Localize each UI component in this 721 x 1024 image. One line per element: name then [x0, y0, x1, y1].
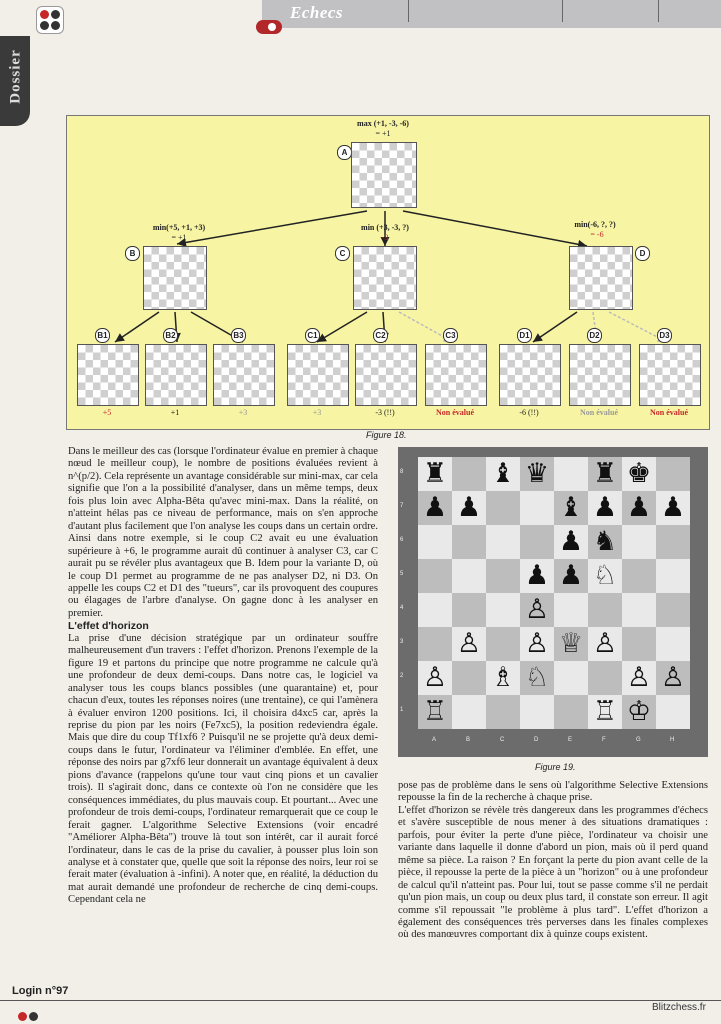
node-b-expression: min(+5, +1, +3)	[152, 223, 206, 232]
board-square	[452, 593, 486, 627]
tree-edge	[115, 312, 159, 342]
chess-piece-square: ♜	[418, 457, 452, 491]
leaf-board	[77, 344, 139, 406]
leaf-board	[213, 344, 275, 406]
leaf-board	[355, 344, 417, 406]
board-square	[520, 525, 554, 559]
section-title: Echecs	[290, 3, 344, 22]
board-square	[622, 525, 656, 559]
file-label: B	[466, 737, 471, 743]
chess-piece-square: ♟	[588, 491, 622, 525]
figure-19-caption: Figure 19.	[535, 762, 576, 772]
leaf-marker: C2	[373, 328, 388, 343]
board-square	[452, 695, 486, 729]
leaf-marker: B1	[95, 328, 110, 343]
chess-piece-square: ♗	[486, 661, 520, 695]
chess-piece-square: ♙	[520, 593, 554, 627]
chess-piece-square: ♕	[554, 627, 588, 661]
file-label: F	[602, 737, 606, 743]
side-tab-label: Dossier	[7, 49, 24, 104]
board-square	[418, 593, 452, 627]
node-b-marker: B	[125, 246, 140, 261]
file-label: C	[500, 737, 505, 743]
rank-labels	[400, 457, 414, 729]
leaf-board	[499, 344, 561, 406]
file-label: E	[568, 737, 573, 743]
leaf-value: +5	[102, 408, 112, 417]
tree-edge	[317, 312, 367, 342]
chess-piece-square: ♟	[520, 559, 554, 593]
chess-piece-square: ♖	[418, 695, 452, 729]
chess-piece-square: ♟	[656, 491, 690, 525]
page-header	[0, 0, 721, 36]
chessboard	[418, 457, 690, 729]
rank-label: 6	[400, 537, 404, 543]
rank-label: 5	[400, 571, 404, 577]
leaf-marker: D1	[517, 328, 532, 343]
board-square	[554, 457, 588, 491]
board-square	[486, 525, 520, 559]
leaf-marker: D2	[587, 328, 602, 343]
chess-piece-square: ♟	[554, 525, 588, 559]
chess-piece-square: ♝	[554, 491, 588, 525]
chess-piece-square: ♔	[622, 695, 656, 729]
node-a-marker: A	[337, 145, 352, 160]
chess-piece-square: ♙	[622, 661, 656, 695]
board-square	[418, 559, 452, 593]
board-square	[554, 695, 588, 729]
leaf-value: +1	[170, 408, 180, 417]
logo-dots-icon	[36, 6, 64, 34]
rank-label: 4	[400, 605, 404, 611]
node-d-value: = -6	[590, 230, 604, 239]
rank-label: 7	[400, 503, 404, 509]
footer-logo-icon	[14, 1010, 54, 1024]
file-label: D	[534, 737, 539, 743]
header-divider	[562, 0, 563, 22]
watermark: Blitzchess.fr	[652, 1002, 706, 1013]
chess-piece-square: ♙	[520, 627, 554, 661]
leaf-value: Non évalué	[436, 408, 474, 417]
board-square	[486, 593, 520, 627]
chess-piece-square: ♙	[452, 627, 486, 661]
board-square	[452, 559, 486, 593]
board-square	[554, 661, 588, 695]
board-square	[452, 661, 486, 695]
board-square	[418, 627, 452, 661]
rank-label: 2	[400, 673, 404, 679]
board-square	[554, 593, 588, 627]
chess-piece-square: ♟	[554, 559, 588, 593]
search-tree-figure	[66, 115, 710, 430]
chess-piece-square: ♜	[588, 457, 622, 491]
chess-piece-square: ♘	[520, 661, 554, 695]
leaf-value: Non évalué	[580, 408, 618, 417]
board-square	[486, 559, 520, 593]
board-square	[656, 559, 690, 593]
header-divider	[658, 0, 659, 22]
node-d-expression: min(-6, ?, ?)	[574, 220, 616, 229]
root-expression: max (+1, -3, -6)	[357, 119, 409, 128]
left-column	[68, 446, 378, 907]
board-square	[656, 627, 690, 661]
root-value: = +1	[375, 129, 391, 138]
board-square	[588, 593, 622, 627]
rank-label: 8	[400, 469, 404, 475]
chess-piece-square: ♙	[656, 661, 690, 695]
tree-edge	[533, 312, 577, 342]
board-square	[520, 695, 554, 729]
leaf-value: +3	[238, 408, 248, 417]
chess-piece-square: ♚	[622, 457, 656, 491]
chess-piece-square: ♟	[622, 491, 656, 525]
board-square	[656, 457, 690, 491]
leaf-marker: D3	[657, 328, 672, 343]
board-square	[452, 457, 486, 491]
paragraph: Dans le meilleur des cas (lorsque l'ordinateur évalue en premier à chaque nœud le meilleur coup), le nombre de positions évaluées revient à n^(p/2). Cela représente un avantage considérable sur mini-max, car cela signifie que l'on a la possibilité d'analyser, dans un même temps, deux fois plus loin avec Alpha-Bêta qu'avec mini-max. Dans la réalité, on n'atteint hélas pas ce niveau de performance, mais on s'en approche d'autant plus facilement que l'on analyse les coups dans un certain ordre. Ainsi dans notre exemple, si le coup C2 avait eu une évaluation supérieure à +6, le programme aurait dû continuer à analyser C3, car C aurait pu se révéler plus avantageux que B. Idem pour la variante D, où le coup D1 permet au programme de ne pas analyser D2, ni D3. On appelle les coups C2 et D1 des "tueurs", car ils provoquent des coupures ou élagages de l'arbre d'analyse. On gagne donc à les analyser en premier.	[68, 446, 378, 619]
chess-piece-square: ♖	[588, 695, 622, 729]
right-column	[398, 780, 708, 942]
node-c-expression: min (+3, -3, ?)	[361, 223, 409, 232]
leaf-board	[569, 344, 631, 406]
chess-piece-square: ♙	[418, 661, 452, 695]
leaf-value: +3	[312, 408, 322, 417]
rank-label: 1	[400, 707, 404, 713]
board-square	[622, 627, 656, 661]
node-b-value: = +1	[171, 233, 187, 242]
rank-label: 3	[400, 639, 404, 645]
figure-18-caption: Figure 18.	[366, 430, 407, 440]
node-c-marker: C	[335, 246, 350, 261]
leaf-board	[287, 344, 349, 406]
leaf-value: -3 (!!)	[375, 408, 395, 417]
header-toggle-icon	[256, 20, 282, 34]
board-square	[656, 525, 690, 559]
board-square	[418, 525, 452, 559]
board-square	[486, 491, 520, 525]
header-divider	[408, 0, 409, 22]
leaf-board	[145, 344, 207, 406]
issue-label: Login n°97	[12, 985, 69, 997]
leaf-board	[425, 344, 487, 406]
node-c-value: -3	[381, 233, 389, 242]
paragraph: pose pas de problème dans le sens où l'algorithme Selective Extensions repousse la fin de la recherche à chaque prise.	[398, 780, 708, 804]
board-square	[656, 695, 690, 729]
leaf-value: -6 (!!)	[519, 408, 539, 417]
node-d-board	[569, 246, 633, 310]
footer-rule	[0, 1000, 721, 1001]
leaf-marker: C1	[305, 328, 320, 343]
chess-piece-square: ♟	[418, 491, 452, 525]
board-square	[622, 593, 656, 627]
section-heading: L'effet d'horizon	[68, 620, 149, 633]
paragraph: La prise d'une décision stratégique par un ordinateur souffre malheureusement d'un travers : l'effet d'horizon. Prenons l'exemple de la figure 19 et partons du principe que notre programme ne calcule qu'à une profondeur de deux demi-coups. Dans notre cas, le logiciel va analyser tous les coups blancs possibles (une quarantaine) et, pour chacun d'eux, toutes les réponses noires (une trentaine), ce qui l'amènera à évaluer environ 1200 positions. Ici, il choisira d4xc5 car, après la reprise du pion par les noirs (Fe7xc5), la position redeviendra égale. Mais que dire du coup Tf1xf6 ? Puisqu'il ne se projette qu'à deux demi-coups dans le futur, l'ordinateur va l'éliminer d'emblée. En effet, une réponse des noirs par g7xf6 leur donnerait un avantage équivalent à deux pions d'avance (rappelons qu'une tour vaut cinq pions et un cavalier trois). Il s'agirait donc, dans ce contexte où l'on ne considère que les conséquences immédiates, du plus mauvais coup. Et pourtant... Avec une profondeur de trois demi-coups, l'ordinateur remarquerait que ce coup le ferait gagner. L'algorithme Selective Extensions (voir encadré "Améliorer Alpha-Bêta") trouve là tout son intérêt, car il aurait forcé l'ordinateur, dans le cas de la prise du cavalier, à pousser plus loin son analyse et à constater que, quelle que soit la réponse des noirs, leur roi se ferait mater (évaluation à -infini). A noter que, en réalité, la déduction du mat aurait demandé une profondeur de recherche de cinq demi-coups. Cependant cela ne	[68, 632, 378, 906]
chessboard-figure	[398, 447, 708, 757]
chess-piece-square: ♛	[520, 457, 554, 491]
node-b-board	[143, 246, 207, 310]
board-square	[588, 661, 622, 695]
chess-piece-square: ♙	[588, 627, 622, 661]
root-board	[351, 142, 417, 208]
file-label: G	[636, 737, 641, 743]
node-d-marker: D	[635, 246, 650, 261]
file-labels	[418, 737, 690, 749]
leaf-marker: B2	[163, 328, 178, 343]
board-square	[486, 627, 520, 661]
file-label: H	[670, 737, 675, 743]
chess-piece-square: ♞	[588, 525, 622, 559]
board-square	[452, 525, 486, 559]
leaf-board	[639, 344, 701, 406]
board-square	[486, 695, 520, 729]
board-square	[656, 593, 690, 627]
paragraph: L'effet d'horizon se révèle très dangereux dans les programmes d'échecs et s'avère susceptible de nous mener à des situations dramatiques : parfois, pour éviter la perte d'une pièce, l'ordinateur va choisir une variante dans laquelle il donne d'abord un pion, mais où il perd quand même sa pièce. La raison ? En forçant la perte du pion avant celle de la pièce, il repousse la perte de la pièce à un "horizon" ou à une profondeur de calcul qu'il n'atteint pas. Pour lui, tout se passe comme s'il ne perdait qu'un pion mais, un coup ou deux plus tard, il constate son erreur. Il agit comme s'il repoussait "le problème à plus tard". L'effet d'horizon a également des conséquences très perverses dans les finales complexes où des manœuvres comportant dix à quinze coups existent.	[398, 804, 708, 941]
leaf-value: Non évalué	[650, 408, 688, 417]
chess-piece-square: ♝	[486, 457, 520, 491]
file-label: A	[432, 737, 437, 743]
chess-piece-square: ♟	[452, 491, 486, 525]
board-square	[622, 559, 656, 593]
board-square	[520, 491, 554, 525]
leaf-marker: C3	[443, 328, 458, 343]
leaf-marker: B3	[231, 328, 246, 343]
chess-piece-square: ♘	[588, 559, 622, 593]
node-c-board	[353, 246, 417, 310]
